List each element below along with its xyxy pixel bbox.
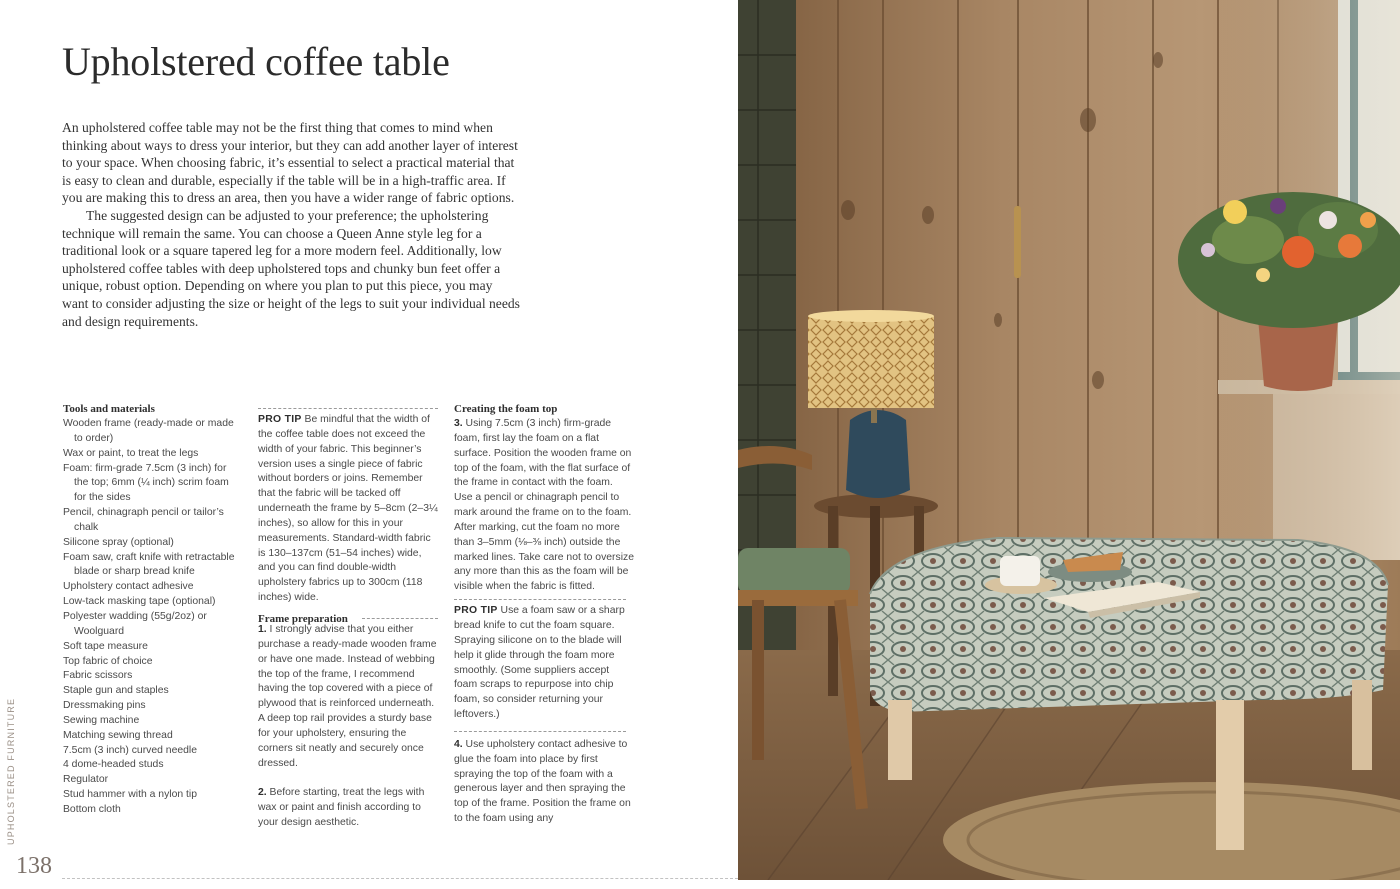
page-title: Upholstered coffee table (62, 39, 450, 84)
intro-paragraph-1: An upholstered coffee table may not be the first thing that comes to mind when thinking about ways to dress your interior, but they can add another layer of interest to your space. When choosing fabric, it’s essential to select a practical material that is easy to clean and durable, especially if the table will be in a high-traffic area. If you are making this to dress an area, then you have a wider range of fabric options. (62, 120, 518, 206)
frame-heading: Frame preparation (258, 612, 348, 625)
step-1-extra: A deep top rail provides a sturdy base for your upholstery, ensuring the corners sit neatly and securely once dressed. (258, 713, 432, 769)
tools-column (63, 402, 235, 818)
step-number: 2. (258, 787, 267, 799)
list-item: Staple gun and staples (63, 685, 169, 697)
step-number: 4. (454, 738, 463, 750)
list-item: Top fabric of choice (63, 655, 153, 667)
step-text: Before starting, treat the legs with wax or paint and finish according to your design aesthetic. (258, 787, 425, 829)
list-item: Dressmaking pins (63, 700, 146, 712)
frame-column (258, 402, 438, 831)
footer-rule (62, 878, 738, 879)
step-1 (258, 623, 438, 712)
page-number: 138 (16, 853, 52, 879)
pro-tip-label: PRO TIP (258, 414, 302, 425)
list-item: Matching sewing thread (63, 729, 173, 741)
pro-tip-label: PRO TIP (454, 605, 498, 617)
step-text: I strongly advise that you either purchase a ready-made wooden frame or have one made. Instead of webbing the top of the frame, I recommend having the top covered with a piece of plywood that is reinforced underneath. (258, 623, 437, 710)
pro-tip-text: Use a foam saw or a sharp bread knife to cut the foam square. Spraying silicone on to the blade will help it glide through the foam more smoothly. (Some suppliers accept foam scraps to repurpose into chip foam, so consider returning your leftovers.) (454, 605, 625, 721)
list-item: Wax or paint, to treat the legs (63, 447, 199, 459)
tools-heading: Tools and materials (63, 403, 155, 415)
foam-heading: Creating the foam top (454, 403, 558, 415)
list-item: Soft tape measure (63, 640, 148, 652)
pro-tip-box (454, 604, 634, 723)
list-item: Silicone spray (optional) (63, 536, 174, 548)
list-item: Pencil, chinagraph pencil or tailor’s chalk (63, 507, 224, 533)
step-2 (258, 786, 438, 831)
intro-text (62, 119, 520, 330)
list-item: Foam: firm-grade 7.5cm (3 inch) for the top; 6mm (¼ inch) scrim foam for the sides (63, 462, 229, 504)
list-item: Low-tack masking tape (optional) (63, 596, 216, 608)
list-item: Fabric scissors (63, 670, 133, 682)
divider (454, 599, 626, 600)
list-item: 7.5cm (3 inch) curved needle (63, 744, 197, 756)
step-number: 3. (454, 418, 463, 429)
step-3 (454, 417, 634, 595)
list-item: Bottom cloth (63, 803, 121, 815)
step-4 (454, 738, 634, 827)
interior-photo (738, 0, 1400, 880)
foam-column (454, 402, 634, 827)
step-text: Using 7.5cm (3 inch) firm-grade foam, first lay the foam on a flat surface. Position the wooden frame on top of the foam, with the flat surface of the frame in contact with the foam. Use a pencil or chinagraph pencil to mark around the frame on to the foam. After marking, cut the foam no more than 3–5mm (⅛–⅜ inch) outside the marked lines. Take care not to oversize any more than this as the foam will be visible when the fabric is fitted. (454, 418, 634, 593)
divider (362, 618, 438, 619)
section-label: UPHOLSTERED FURNITURE (6, 697, 16, 845)
step-number: 1. (258, 623, 267, 635)
list-item: Polyester wadding (55g/2oz) or Woolguard (63, 610, 207, 637)
pro-tip-text: Be mindful that the width of the coffee table does not exceed the width of your fabric. This beginner’s version uses a single piece of fabric without borders or joins. Remember that the fabric will be tacked off underneath the frame by 5–8cm (2–3¼ inches), so allow for this in your measurements. Standard-width fabric is 130–137cm (51–54 inches) wide, and you can find double-width upholstery fabrics up to 300cm (118 inches) wide. (258, 414, 438, 604)
photo-illustration (738, 0, 1400, 880)
intro-paragraph-2: The suggested design can be adjusted to your preference; the upholstering technique will remain the same. You can choose a Queen Anne style leg for a traditional look or a square tapered leg for a more modern feel. Additionally, low upholstered coffee tables with deep upholstered tops and chunky bun feet offer a unique, robust option. Depending on where you plan to put this piece, you may want to consider adjusting the size or height of the legs to suit your individual needs and design requirements. (62, 207, 520, 329)
pro-tip-box (258, 413, 438, 606)
divider (258, 408, 438, 409)
list-item: Sewing machine (63, 714, 140, 726)
list-item: Regulator (63, 774, 109, 786)
divider (454, 731, 626, 732)
list-item: 4 dome-headed studs (63, 759, 164, 771)
step-text: Use upholstery contact adhesive to glue the foam into place by first spraying the top of the foam with a generous layer and then spraying the top of the frame. Position the frame on to the foam using any (454, 738, 631, 825)
list-item: Foam saw, craft knife with retractable blade or sharp bread knife (63, 551, 235, 578)
list-item: Wooden frame (ready-made or made to order) (63, 418, 234, 444)
list-item: Stud hammer with a nylon tip (63, 789, 197, 801)
list-item: Upholstery contact adhesive (63, 581, 194, 593)
tools-list (63, 417, 235, 818)
